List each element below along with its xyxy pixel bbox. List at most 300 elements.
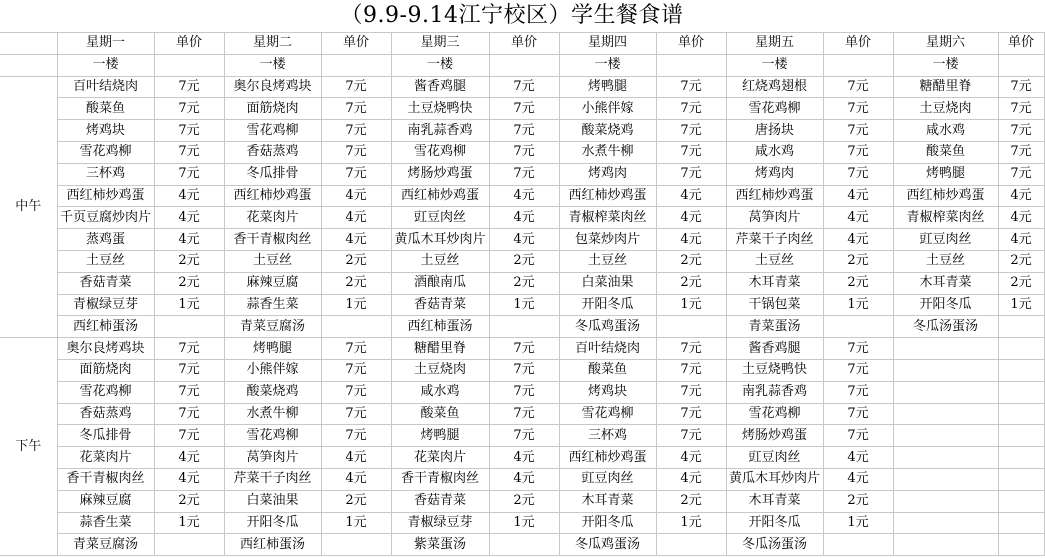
soup-cell: 青菜蛋汤 [726,316,823,338]
dish-cell [893,338,998,360]
price-header: 单价 [489,33,559,55]
price-cell: 7元 [321,359,391,381]
dish-cell: 西红柿炒鸡蛋 [559,447,656,469]
price-cell: 4元 [998,229,1044,251]
price-cell: 7元 [998,120,1044,142]
soup-row [0,316,1044,338]
table-row [0,490,1044,512]
table-row [0,359,1044,381]
price-cell: 2元 [823,250,893,272]
price-cell: 7元 [656,141,726,163]
floor-label: 一楼 [893,54,998,76]
price-cell: 7元 [321,403,391,425]
dish-cell: 香干青椒肉丝 [57,468,154,490]
price-cell: 4元 [154,447,224,469]
dish-cell: 开阳冬瓜 [893,294,998,316]
dish-cell: 雪花鸡柳 [726,98,823,120]
dish-cell: 土豆丝 [726,250,823,272]
menu-title: （9.9-9.14江宁校区）学生餐食谱 [340,3,684,28]
table-row [0,163,1044,185]
dish-cell: 千页豆腐炒肉片 [57,207,154,229]
dish-cell: 香干青椒肉丝 [391,468,489,490]
soup-cell: 青菜豆腐汤 [57,534,154,556]
dish-cell [893,425,998,447]
empty-cell [154,316,224,338]
price-cell: 7元 [154,76,224,98]
dish-cell: 芹菜干子肉丝 [726,229,823,251]
dish-cell: 奥尔良烤鸡块 [224,76,321,98]
dish-cell: 麻辣豆腐 [224,272,321,294]
price-cell: 7元 [656,381,726,403]
dish-cell: 三杯鸡 [559,425,656,447]
price-cell: 7元 [321,163,391,185]
empty-cell [998,54,1044,76]
price-cell: 4元 [154,468,224,490]
dish-cell: 烤鸭腿 [224,338,321,360]
price-cell: 4元 [656,468,726,490]
price-cell [998,359,1044,381]
price-cell: 7元 [656,403,726,425]
empty-cell [489,534,559,556]
dish-cell: 香菇蒸鸡 [57,403,154,425]
dish-cell: 西红柿炒鸡蛋 [559,185,656,207]
soup-cell: 冬瓜汤蛋汤 [893,316,998,338]
dish-cell: 包菜炒肉片 [559,229,656,251]
price-cell: 7元 [154,338,224,360]
price-cell: 1元 [489,512,559,534]
price-cell: 1元 [154,294,224,316]
day-header: 星期四 [559,33,656,55]
dish-cell: 木耳青菜 [726,272,823,294]
price-cell: 1元 [321,294,391,316]
dish-cell: 冬瓜排骨 [224,163,321,185]
dish-cell: 西红柿炒鸡蛋 [57,185,154,207]
soup-cell: 紫菜蛋汤 [391,534,489,556]
price-cell: 7元 [321,141,391,163]
floor-label: 一楼 [726,54,823,76]
price-cell: 7元 [656,163,726,185]
dish-cell: 土豆烧鸭快 [726,359,823,381]
period-label: 下午 [0,338,57,556]
price-cell [998,381,1044,403]
price-cell: 7元 [489,141,559,163]
dish-cell: 酸菜鱼 [893,141,998,163]
table-row [0,141,1044,163]
dish-cell: 酸菜鱼 [57,98,154,120]
price-cell [998,490,1044,512]
dish-cell: 烤鸡肉 [559,163,656,185]
dish-cell: 青椒绿豆芽 [391,512,489,534]
table-row [0,120,1044,142]
price-cell: 7元 [489,338,559,360]
dish-cell: 干锅包菜 [726,294,823,316]
floor-label: 一楼 [57,54,154,76]
dish-cell: 花菜肉片 [224,207,321,229]
price-cell: 2元 [154,490,224,512]
price-cell: 4元 [321,468,391,490]
floor-label: 一楼 [559,54,656,76]
dish-cell: 南乳蒜香鸡 [726,381,823,403]
day-header: 星期六 [893,33,998,55]
price-cell: 7元 [823,120,893,142]
price-cell: 4元 [321,207,391,229]
price-cell: 4元 [656,185,726,207]
dish-cell: 香干青椒肉丝 [224,229,321,251]
soup-cell: 西红柿蛋汤 [391,316,489,338]
empty-cell [998,534,1044,556]
price-cell: 4元 [823,229,893,251]
price-header: 单价 [656,33,726,55]
price-cell [998,447,1044,469]
price-cell: 4元 [489,229,559,251]
dish-cell: 白菜油果 [559,272,656,294]
dish-cell: 蒜香生菜 [224,294,321,316]
dish-cell: 雪花鸡柳 [224,120,321,142]
dish-cell: 蒜香生菜 [57,512,154,534]
price-cell: 2元 [998,250,1044,272]
dish-cell: 雪花鸡柳 [559,403,656,425]
dish-cell: 土豆丝 [559,250,656,272]
dish-cell: 烤鸭腿 [893,163,998,185]
dish-cell: 开阳冬瓜 [559,512,656,534]
dish-cell: 青椒榨菜肉丝 [893,207,998,229]
price-cell: 7元 [656,425,726,447]
dish-cell: 水煮牛柳 [224,403,321,425]
table-row [0,294,1044,316]
price-cell: 7元 [154,120,224,142]
table-row [0,468,1044,490]
empty-cell [998,316,1044,338]
dish-cell: 三杯鸡 [57,163,154,185]
dish-cell: 烤鸭腿 [559,76,656,98]
dish-cell: 土豆丝 [391,250,489,272]
soup-cell: 冬瓜鸡蛋汤 [559,534,656,556]
dish-cell: 土豆丝 [57,250,154,272]
price-cell: 7元 [321,76,391,98]
dish-cell: 青椒榨菜肉丝 [559,207,656,229]
price-cell: 4元 [656,207,726,229]
soup-cell: 西红柿蛋汤 [224,534,321,556]
price-header: 单价 [998,33,1044,55]
corner-cell [0,33,57,55]
empty-cell [656,534,726,556]
price-cell: 7元 [998,163,1044,185]
day-header: 星期一 [57,33,154,55]
dish-cell: 雪花鸡柳 [391,141,489,163]
dish-cell: 香菇青菜 [57,272,154,294]
dish-cell: 南乳蒜香鸡 [391,120,489,142]
dish-cell: 雪花鸡柳 [57,381,154,403]
price-cell: 7元 [321,120,391,142]
header-row [0,33,1044,55]
dish-cell: 香菇蒸鸡 [224,141,321,163]
dish-cell: 酸菜烧鸡 [559,120,656,142]
soup-cell: 冬瓜汤蛋汤 [726,534,823,556]
dish-cell [893,447,998,469]
table-row [0,403,1044,425]
price-cell: 7元 [489,425,559,447]
price-cell: 7元 [998,76,1044,98]
price-cell: 2元 [489,490,559,512]
dish-cell: 酱香鸡腿 [391,76,489,98]
empty-cell [154,534,224,556]
dish-cell: 雪花鸡柳 [57,141,154,163]
dish-cell: 酒酿南瓜 [391,272,489,294]
dish-cell: 黄瓜木耳炒肉片 [391,229,489,251]
dish-cell: 麻辣豆腐 [57,490,154,512]
price-cell: 7元 [154,425,224,447]
empty-cell [321,316,391,338]
dish-cell: 酱香鸡腿 [726,338,823,360]
floor-row [0,54,1044,76]
dish-cell [893,490,998,512]
price-cell: 4元 [154,229,224,251]
table-row [0,425,1044,447]
price-cell: 7元 [656,98,726,120]
price-cell: 2元 [154,272,224,294]
dish-cell: 开阳冬瓜 [559,294,656,316]
price-cell: 7元 [656,76,726,98]
price-cell: 7元 [489,163,559,185]
price-cell: 7元 [656,359,726,381]
price-cell: 4元 [154,207,224,229]
dish-cell [893,381,998,403]
empty-cell [823,316,893,338]
dish-cell: 开阳冬瓜 [726,512,823,534]
price-cell: 7元 [823,403,893,425]
dish-cell: 土豆烧肉 [391,359,489,381]
dish-cell: 香菇青菜 [391,294,489,316]
period-label: 中午 [0,76,57,338]
price-cell: 1元 [489,294,559,316]
table-row [0,76,1044,98]
dish-cell: 酸菜鱼 [559,359,656,381]
price-header: 单价 [154,33,224,55]
empty-cell [489,316,559,338]
price-cell: 4元 [154,185,224,207]
dish-cell: 豇豆肉丝 [391,207,489,229]
price-cell: 4元 [321,229,391,251]
dish-cell: 土豆丝 [224,250,321,272]
price-cell: 4元 [489,447,559,469]
soup-cell: 青菜豆腐汤 [224,316,321,338]
dish-cell [893,403,998,425]
price-cell: 7元 [823,98,893,120]
price-cell [998,403,1044,425]
table-row [0,512,1044,534]
price-cell: 1元 [656,294,726,316]
dish-cell: 木耳青菜 [726,490,823,512]
price-cell: 2元 [489,250,559,272]
dish-cell: 莴笋肉片 [224,447,321,469]
price-cell: 7元 [321,338,391,360]
price-header: 单价 [823,33,893,55]
price-cell: 4元 [656,447,726,469]
dish-cell: 西红柿炒鸡蛋 [224,185,321,207]
empty-cell [893,534,998,556]
dish-cell: 酸菜鱼 [391,403,489,425]
price-cell: 4元 [489,185,559,207]
soup-row [0,534,1044,556]
price-cell: 2元 [656,272,726,294]
price-cell: 7元 [154,403,224,425]
dish-cell: 百叶结烧肉 [559,338,656,360]
price-cell: 1元 [823,512,893,534]
price-cell: 4元 [823,468,893,490]
price-cell: 4元 [489,468,559,490]
dish-cell: 豇豆肉丝 [726,447,823,469]
day-header: 星期三 [391,33,489,55]
price-cell: 2元 [656,250,726,272]
table-row [0,185,1044,207]
price-cell: 4元 [998,207,1044,229]
price-cell: 2元 [823,272,893,294]
dish-cell: 花菜肉片 [57,447,154,469]
soup-cell: 西红柿蛋汤 [57,316,154,338]
dish-cell: 西红柿炒鸡蛋 [391,185,489,207]
dish-cell [893,512,998,534]
empty-cell [321,534,391,556]
price-cell: 2元 [656,490,726,512]
empty-cell [656,54,726,76]
price-cell: 7元 [998,141,1044,163]
dish-cell: 豇豆肉丝 [559,468,656,490]
price-cell: 4元 [823,185,893,207]
price-cell [998,425,1044,447]
price-cell: 7元 [489,403,559,425]
dish-cell: 西红柿炒鸡蛋 [726,185,823,207]
empty-cell [823,534,893,556]
price-cell: 2元 [998,272,1044,294]
price-cell: 7元 [489,120,559,142]
price-cell: 7元 [154,98,224,120]
price-cell: 7元 [656,120,726,142]
price-cell [998,512,1044,534]
soup-cell: 冬瓜鸡蛋汤 [559,316,656,338]
dish-cell: 面筋烧肉 [57,359,154,381]
dish-cell: 咸水鸡 [726,141,823,163]
dish-cell: 开阳冬瓜 [224,512,321,534]
dish-cell: 烤肠炒鸡蛋 [391,163,489,185]
table-row [0,207,1044,229]
price-cell: 7元 [656,338,726,360]
dish-cell: 雪花鸡柳 [726,403,823,425]
price-cell: 1元 [998,294,1044,316]
price-cell: 7元 [489,381,559,403]
price-cell: 7元 [489,76,559,98]
dish-cell: 咸水鸡 [391,381,489,403]
empty-cell [656,316,726,338]
dish-cell: 西红柿炒鸡蛋 [893,185,998,207]
dish-cell: 奥尔良烤鸡块 [57,338,154,360]
price-cell: 7元 [321,98,391,120]
price-cell: 7元 [154,359,224,381]
dish-cell: 豇豆肉丝 [893,229,998,251]
menu-table [0,32,1045,556]
dish-cell: 面筋烧肉 [224,98,321,120]
price-cell: 4元 [321,447,391,469]
table-row [0,447,1044,469]
dish-cell: 红烧鸡翅根 [726,76,823,98]
dish-cell: 水煮牛柳 [559,141,656,163]
dish-cell: 烤鸭腿 [391,425,489,447]
price-cell: 7元 [321,425,391,447]
dish-cell: 烤鸡块 [559,381,656,403]
dish-cell: 蒸鸡蛋 [57,229,154,251]
floor-label: 一楼 [391,54,489,76]
dish-cell: 青椒绿豆芽 [57,294,154,316]
price-cell: 2元 [321,250,391,272]
price-cell: 7元 [823,425,893,447]
dish-cell: 小熊伴嫁 [559,98,656,120]
price-cell: 1元 [656,512,726,534]
dish-cell: 糖醋里脊 [893,76,998,98]
dish-cell: 香菇青菜 [391,490,489,512]
dish-cell: 糖醋里脊 [391,338,489,360]
price-cell: 2元 [154,250,224,272]
dish-cell: 土豆烧鸭快 [391,98,489,120]
price-cell: 7元 [489,359,559,381]
price-cell: 7元 [489,98,559,120]
price-cell: 2元 [321,490,391,512]
price-cell: 2元 [489,272,559,294]
dish-cell: 土豆丝 [893,250,998,272]
dish-cell: 烤鸡肉 [726,163,823,185]
price-cell: 7元 [823,76,893,98]
dish-cell: 冬瓜排骨 [57,425,154,447]
price-cell [998,468,1044,490]
dish-cell: 木耳青菜 [559,490,656,512]
table-row [0,338,1044,360]
empty-cell [489,54,559,76]
dish-cell: 咸水鸡 [893,120,998,142]
dish-cell: 唐扬块 [726,120,823,142]
dish-cell: 烤肠炒鸡蛋 [726,425,823,447]
price-header: 单价 [321,33,391,55]
price-cell: 7元 [823,381,893,403]
price-cell: 7元 [823,163,893,185]
dish-cell: 花菜肉片 [391,447,489,469]
dish-cell: 酸菜烧鸡 [224,381,321,403]
empty-cell [321,54,391,76]
table-row [0,229,1044,251]
table-row [0,98,1044,120]
dish-cell: 白菜油果 [224,490,321,512]
price-cell: 2元 [321,272,391,294]
price-cell: 4元 [321,185,391,207]
table-row [0,272,1044,294]
dish-cell: 木耳青菜 [893,272,998,294]
dish-cell: 小熊伴嫁 [224,359,321,381]
price-cell: 4元 [823,447,893,469]
day-header: 星期二 [224,33,321,55]
dish-cell [893,468,998,490]
price-cell: 7元 [823,338,893,360]
price-cell: 1元 [154,512,224,534]
dish-cell [893,359,998,381]
dish-cell: 芹菜干子肉丝 [224,468,321,490]
dish-cell: 莴笋肉片 [726,207,823,229]
price-cell: 7元 [321,381,391,403]
price-cell: 7元 [998,98,1044,120]
table-row [0,381,1044,403]
price-cell: 7元 [154,141,224,163]
dish-cell: 百叶结烧肉 [57,76,154,98]
floor-label: 一楼 [224,54,321,76]
price-cell: 2元 [823,490,893,512]
price-cell [998,338,1044,360]
dish-cell: 土豆烧肉 [893,98,998,120]
